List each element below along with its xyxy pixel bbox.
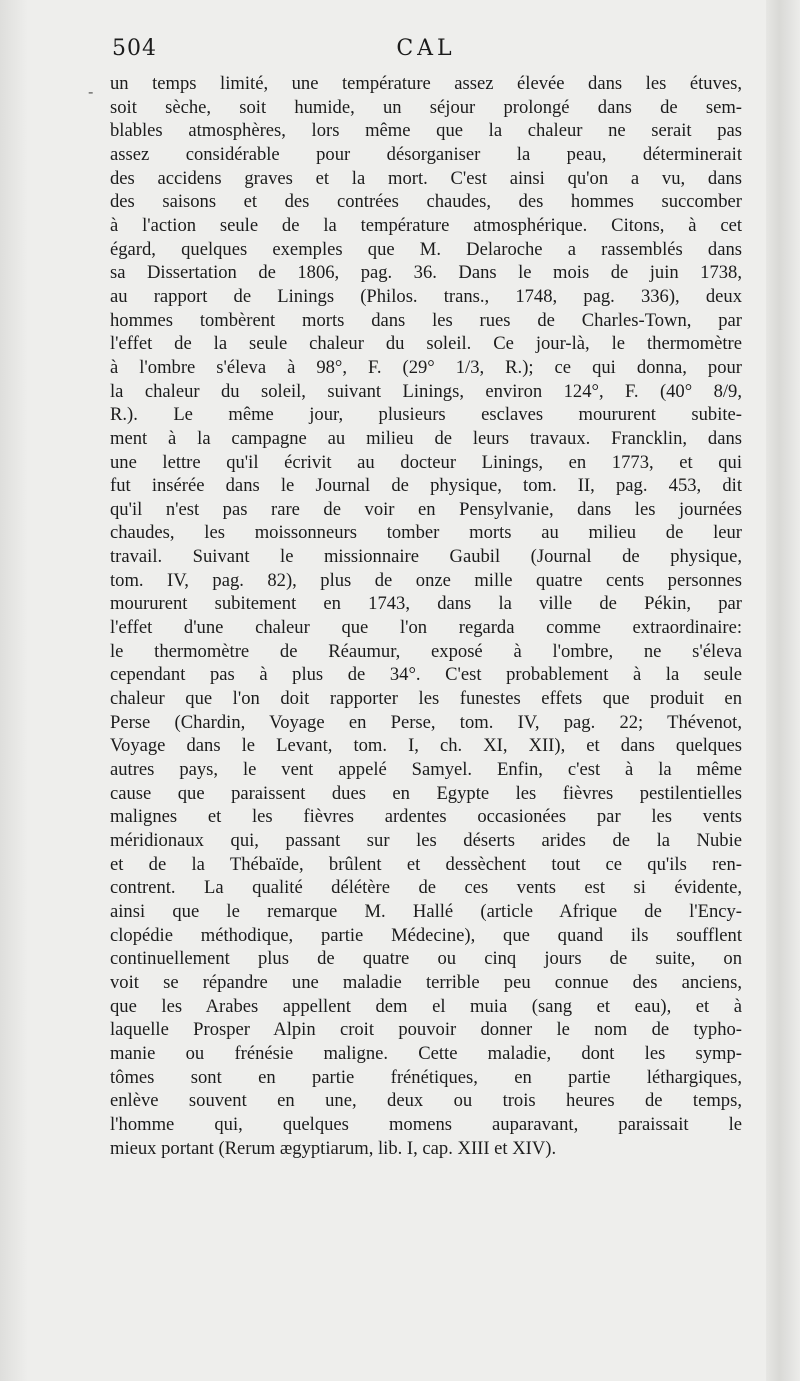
- text-line: à l'action seule de la température atmosphérique. Citons, à cet: [110, 214, 742, 236]
- page-number: 504: [112, 36, 157, 61]
- text-line: l'effet d'une chaleur que l'on regarda comme extraordinaire:: [110, 617, 742, 639]
- text-line: clopédie méthodique, partie Médecine), que quand ils soufflent: [110, 924, 742, 946]
- text-line: Voyage dans le Levant, tom. I, ch. XI, XII), et dans quelques: [110, 735, 742, 757]
- text-line: tom. IV, pag. 82), plus de onze mille quatre cents personnes: [110, 569, 742, 591]
- text-line: R.). Le même jour, plusieurs esclaves moururent subite-: [110, 404, 742, 426]
- text-line: le thermomètre de Réaumur, exposé à l'ombre, ne s'éleva: [110, 640, 742, 662]
- text-line: à l'ombre s'éleva à 98°, F. (29° 1/3, R.); ce qui donna, pour: [110, 356, 742, 378]
- text-line: chaudes, les moissonneurs tomber morts au milieu de leur: [110, 522, 742, 544]
- text-line: que les Arabes appellent dem el muia (sang et eau), et à: [110, 995, 742, 1017]
- text-line: au rapport de Linings (Philos. trans., 1748, pag. 336), deux: [110, 285, 742, 307]
- page-edge: [766, 0, 800, 1381]
- text-line: Perse (Chardin, Voyage en Perse, tom. IV, pag. 22; Thévenot,: [110, 711, 742, 733]
- text-line: hommes tombèrent morts dans les rues de Charles-Town, par: [110, 309, 742, 331]
- text-line: malignes et les fièvres ardentes occasionées par les vents: [110, 806, 742, 828]
- text-line: soit sèche, soit humide, un séjour prolongé dans de sem-: [110, 96, 742, 118]
- text-line: une lettre qu'il écrivit au docteur Linings, en 1773, et qui: [110, 451, 742, 473]
- text-line: fut insérée dans le Journal de physique, tom. II, pag. 453, dit: [110, 475, 742, 497]
- page-header: [110, 36, 742, 68]
- text-line: enlève souvent en une, deux ou trois heures de temps,: [110, 1090, 742, 1112]
- text-line: autres pays, le vent appelé Samyel. Enfin, c'est à la même: [110, 759, 742, 781]
- text-line: ment à la campagne au milieu de leurs travaux. Francklin, dans: [110, 427, 742, 449]
- text-line: travail. Suivant le missionnaire Gaubil (Journal de physique,: [110, 546, 742, 568]
- running-head: CAL: [396, 36, 456, 61]
- body-text: [110, 72, 742, 1160]
- text-line: laquelle Prosper Alpin croit pouvoir donner le nom de typho-: [110, 1019, 742, 1041]
- text-line: méridionaux qui, passant sur les déserts arides de la Nubie: [110, 830, 742, 851]
- text-line: tômes sont en partie frénétiques, en partie léthargiques,: [110, 1066, 742, 1088]
- text-line: sa Dissertation de 1806, pag. 36. Dans le mois de juin 1738,: [110, 262, 742, 284]
- text-line: qu'il n'est pas rare de voir en Pensylvanie, dans les journées: [110, 498, 742, 520]
- page-gutter-shadow: [0, 0, 28, 1381]
- text-line: l'homme qui, quelques momens auparavant, paraissait le: [110, 1113, 742, 1135]
- text-line: l'effet de la seule chaleur du soleil. Ce jour-là, le thermomètre: [110, 333, 742, 355]
- text-line: cependant pas à plus de 34°. C'est probablement à la seule: [110, 664, 742, 686]
- text-line: manie ou frénésie maligne. Cette maladie, dont les symp-: [110, 1042, 742, 1064]
- margin-mark: -: [88, 82, 94, 101]
- text-line: la chaleur du soleil, suivant Linings, environ 124°, F. (40° 8/9,: [110, 380, 742, 402]
- text-line: un temps limité, une température assez élevée dans les étuves,: [110, 73, 742, 94]
- text-line: contrent. La qualité délétère de ces vents est si évidente,: [110, 877, 742, 899]
- text-line: continuellement plus de quatre ou cinq jours de suite, on: [110, 948, 742, 970]
- text-line: égard, quelques exemples que M. Delaroche a rassemblés dans: [110, 238, 742, 260]
- text-line: ainsi que le remarque M. Hallé (article Afrique de l'Ency-: [110, 900, 742, 922]
- text-line: des accidens graves et la mort. C'est ainsi qu'on a vu, dans: [110, 167, 742, 189]
- text-line: blables atmosphères, lors même que la chaleur ne serait pas: [110, 120, 742, 142]
- text-line: chaleur que l'on doit rapporter les funestes effets que produit en: [110, 688, 742, 710]
- text-line: et de la Thébaïde, brûlent et dessèchent tout ce qu'ils ren-: [110, 853, 742, 875]
- text-line: assez considérable pour désorganiser la peau, déterminerait: [110, 143, 742, 165]
- text-line: des saisons et des contrées chaudes, des hommes succomber: [110, 191, 742, 213]
- text-line: voit se répandre une maladie terrible peu connue des anciens,: [110, 971, 742, 993]
- text-line: mieux portant (Rerum ægyptiarum, lib. I, cap. XIII et XIV).: [110, 1137, 557, 1159]
- text-line: moururent subitement en 1743, dans la ville de Pékin, par: [110, 593, 742, 615]
- text-line: cause que paraissent dues en Egypte les fièvres pestilentielles: [110, 782, 742, 804]
